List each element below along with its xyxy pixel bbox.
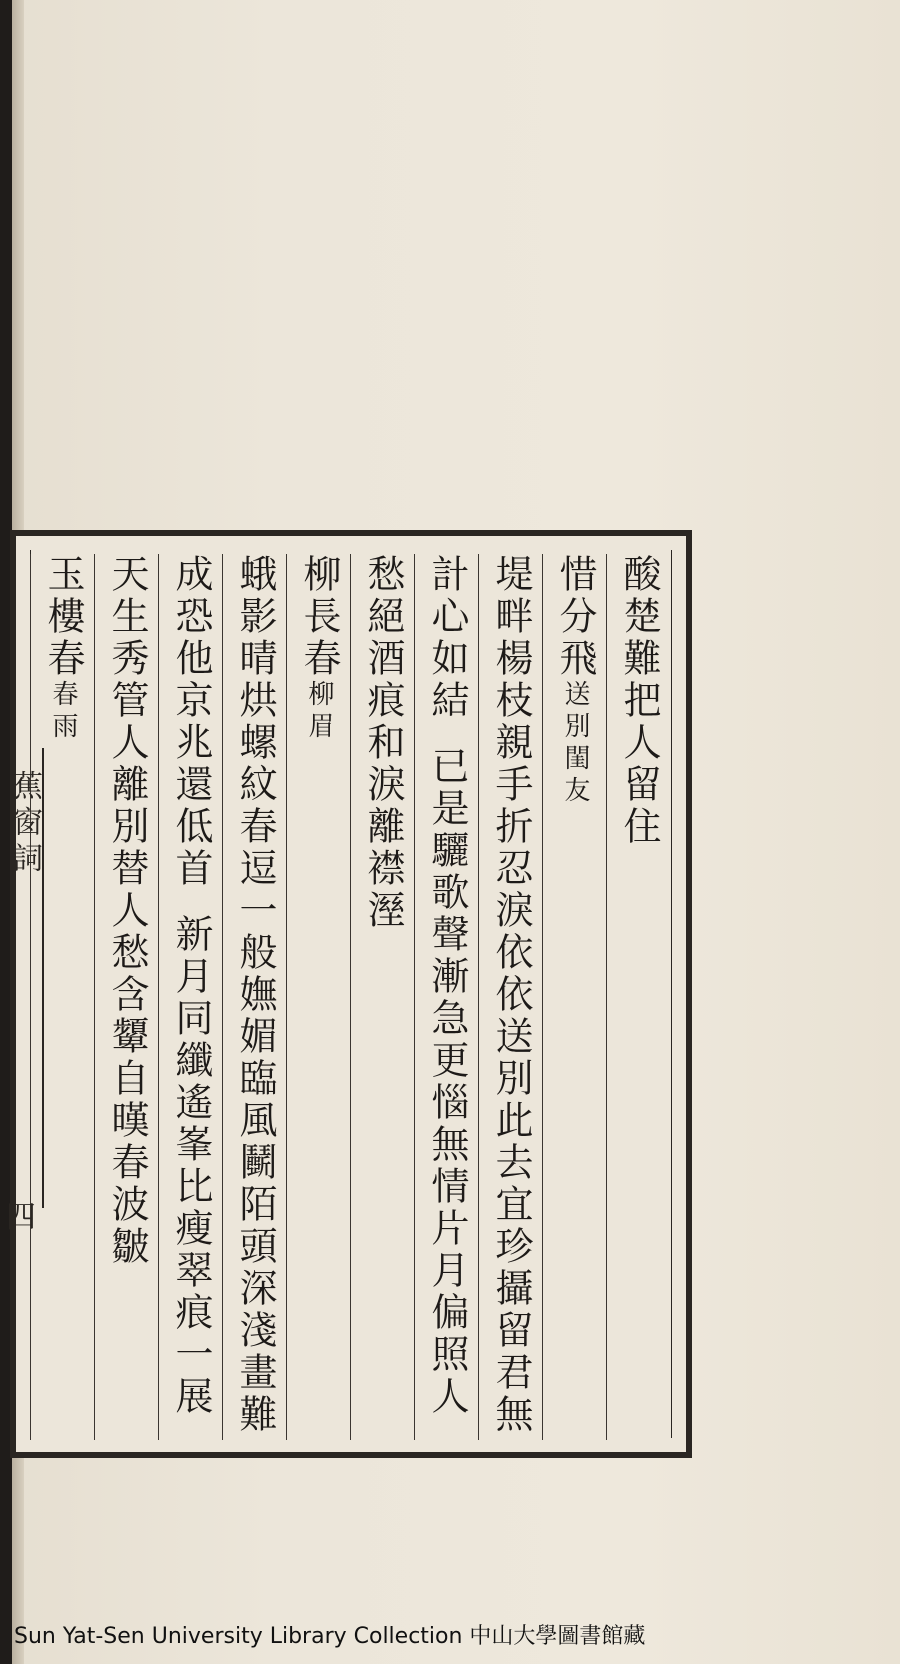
text-column-6: [286, 554, 351, 1440]
column-text: 堤畔楊枝親手折忍淚依依送別此去宜珍攝留君無: [489, 554, 533, 1436]
library-watermark: Sun Yat-Sen University Library Collection 中山大學圖書館藏: [14, 1624, 646, 1649]
column-text: 酸楚難把人留住: [617, 554, 661, 848]
text-column-5: [350, 554, 415, 1440]
column-text: 天生秀管人離別替人愁含顰自暵春波皺: [105, 554, 149, 1268]
text-frame-inner: [30, 550, 672, 1438]
text-frame: [10, 530, 692, 1458]
column-text-tail: 已是驪歌聲漸急更惱無情片月偏照人: [425, 746, 469, 1418]
text-column-1: [606, 554, 671, 1440]
text-column-7: [222, 554, 287, 1440]
text-column-3: [478, 554, 543, 1440]
text-column-9: [94, 554, 159, 1440]
poem-title: 惜分飛: [553, 554, 597, 680]
column-text: 愁絕酒痕和淚離襟溼: [361, 554, 405, 932]
folio-number: 四: [6, 1200, 36, 1235]
poem-subtitle: 春雨: [48, 680, 78, 744]
poem-subtitle: 柳眉: [304, 680, 334, 744]
column-text: 計心如結: [425, 554, 469, 722]
column-text: 成恐他京兆還低首: [169, 554, 213, 890]
column-text-tail: 新月同纖遙峯比瘦翠痕一展: [169, 914, 213, 1418]
spine-title: 蕉窗詞: [7, 770, 42, 878]
poem-title: 柳長春: [297, 554, 341, 680]
poem-subtitle: 送別閨友: [560, 680, 590, 808]
text-column-2: [542, 554, 607, 1440]
text-column-4: [414, 554, 479, 1440]
text-column-8: [158, 554, 223, 1440]
poem-title: 玉樓春: [41, 554, 85, 680]
column-text: 蛾影晴烘螺紋春逗一般嫵媚臨風鬭陌頭深淺畫難: [233, 554, 277, 1436]
